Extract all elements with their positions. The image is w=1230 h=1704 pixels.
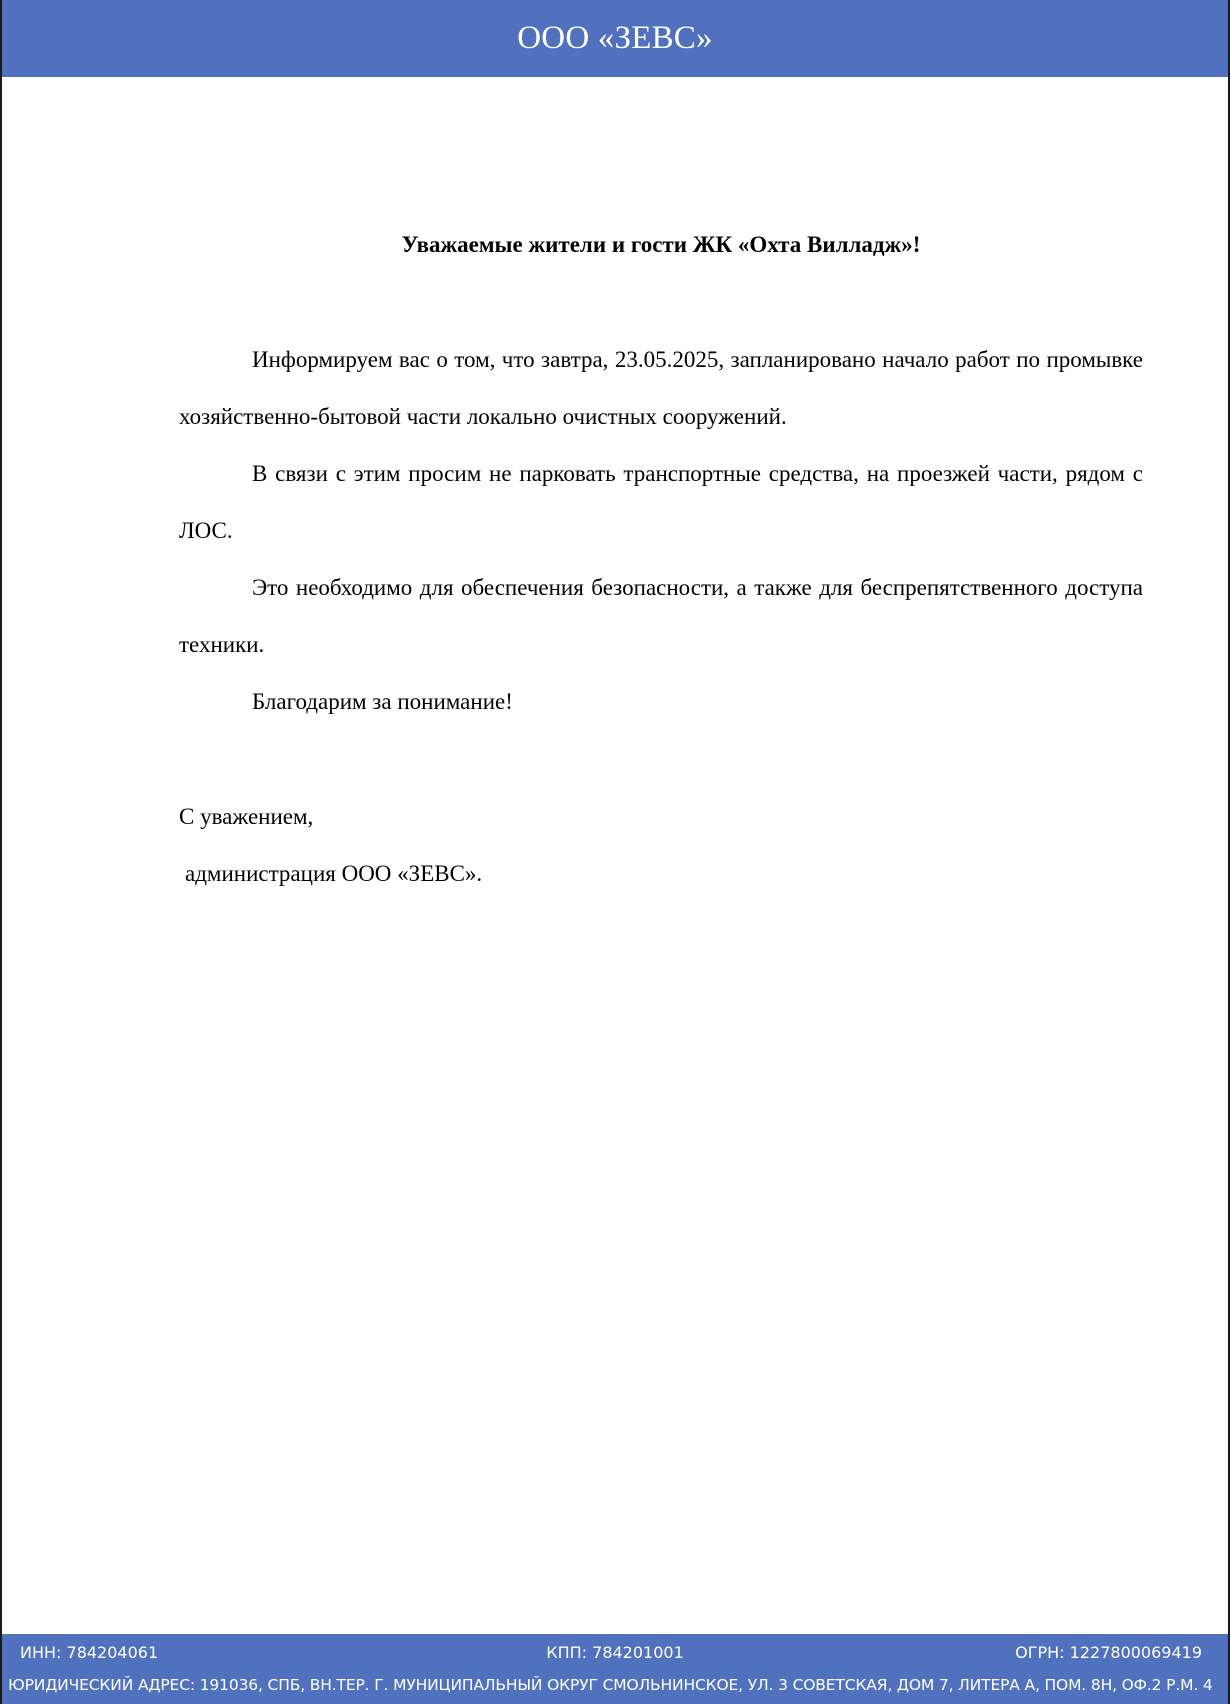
- inn-number: ИНН: 784204061: [20, 1643, 159, 1662]
- closing-phrase: С уважением,: [179, 804, 314, 829]
- signature: администрация ООО «ЗЕВС».: [185, 861, 483, 886]
- letter-body: [179, 331, 1143, 730]
- legal-address: ЮРИДИЧЕСКИЙ АДРЕС: 191036, СПБ, ВН.ТЕР. Г. МУНИЦИПАЛЬНЫЙ ОКРУГ СМОЛЬНИНСКОЕ, УЛ. 3 СОВЕТСКАЯ, ДОМ 7, ЛИТЕРА А, ПОМ. 8Н, ОФ.2 Р.М. 4: [8, 1676, 1213, 1694]
- kpp-number: КПП: 784201001: [546, 1643, 684, 1662]
- letterhead-header: [2, 0, 1228, 77]
- letter-closing: [179, 788, 1143, 902]
- letterhead-footer: [2, 1634, 1228, 1704]
- ogrn-number: ОГРН: 1227800069419: [1015, 1643, 1202, 1662]
- paragraph-thanks: Благодарим за понимание!: [252, 689, 513, 714]
- paragraph-work-notice: Информируем вас о том, что завтра, 23.05.2025, запланировано начало работ по промывке хозяйственно-бытовой части локально очистных сооружений.: [179, 347, 1143, 429]
- paragraph-safety-reason: Это необходимо для обеспечения безопасности, а также для беспрепятственного доступа техники.: [179, 575, 1143, 657]
- paragraph-parking-request: В связи с этим просим не парковать транспортные средства, на проезжей части, рядом с ЛОС.: [179, 461, 1143, 543]
- greeting-heading: Уважаемые жители и гости ЖК «Охта Вилладж»!: [401, 232, 921, 257]
- registration-row: [2, 1640, 1228, 1666]
- company-name: ООО «ЗЕВС»: [517, 20, 713, 56]
